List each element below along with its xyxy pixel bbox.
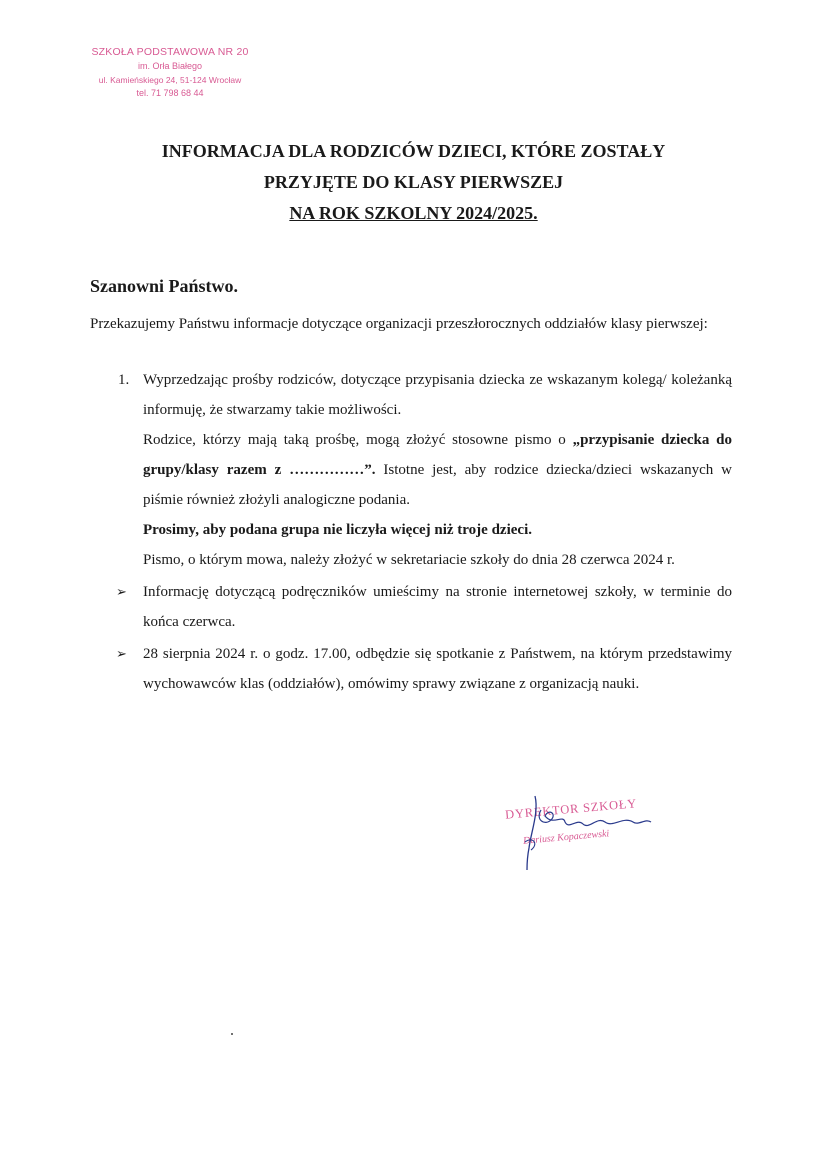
item-paragraph: 28 sierpnia 2024 r. o godz. 17.00, odbędzie się spotkanie z Państwem, na którym przedstawimy wychowawców klas (oddziałów), omówimy sprawy związane z organizacją nauki. (143, 646, 732, 692)
list-item (110, 365, 732, 575)
item-paragraph (143, 425, 732, 515)
intro-paragraph: Przekazujemy Państwu informacje dotyczące organizacji przeszłorocznych oddziałów klasy pierwszej: (90, 316, 708, 332)
heading-line-2: PRZYJĘTE DO KLASY PIERWSZEJ (263, 172, 564, 192)
heading-line-3: NA ROK SZKOLNY 2024/2025. (289, 203, 538, 223)
text-span: Istotne jest, aby rodzice dziecka/dzieci wskazanych w piśmie również złożyli analogiczne podania. (143, 462, 732, 508)
info-list (110, 365, 732, 699)
greeting: Szanowni Państwo. (90, 276, 239, 296)
arrow-bullet-icon: ➢ (116, 646, 127, 661)
stamp-address: ul. Kamieńskiego 24, 51-124 Wrocław (98, 75, 242, 86)
handwritten-signature-icon (505, 792, 675, 872)
item-paragraph: Pismo, o którym mowa, należy złożyć w sekretariacie szkoły do dnia 28 czerwca 2024 r. (143, 552, 675, 568)
signature-stamp-title: DYREKTOR SZKOŁY (504, 796, 638, 822)
item-paragraph: Informację dotyczącą podręczników umieścimy na stronie internetowej szkoły, w terminie do końca czerwca. (143, 584, 732, 630)
list-item (110, 577, 732, 637)
director-signature (505, 792, 675, 872)
arrow-bullet-icon: ➢ (116, 584, 127, 599)
list-number: 1. (118, 372, 130, 388)
school-stamp (70, 44, 270, 101)
page-dot (231, 1033, 233, 1035)
bold-phrase: „przypisanie dziecka do grupy/klasy razem z ……………”. (143, 432, 733, 478)
stamp-school-name: SZKOŁA PODSTAWOWA NR 20 (91, 46, 249, 58)
stamp-patron: im. Orła Białego (137, 61, 203, 72)
bold-paragraph: Prosimy, aby podana grupa nie liczyła więcej niż troje dzieci. (143, 522, 532, 538)
signature-stamp-name: Dariusz Kopaczewski (522, 828, 610, 847)
list-item (110, 639, 732, 699)
heading-line-1: INFORMACJA DLA RODZICÓW DZIECI, KTÓRE ZOSTAŁY (161, 141, 666, 161)
stamp-phone: tel. 71 798 68 44 (136, 88, 204, 99)
text-span: Rodzice, którzy mają taką prośbę, mogą złożyć stosowne pismo o (143, 432, 573, 448)
item-paragraph: Wyprzedzając prośby rodziców, dotyczące przypisania dziecka ze wskazanym kolegą/ koleżanką informuję, że stwarzamy takie możliwości. (143, 372, 732, 418)
